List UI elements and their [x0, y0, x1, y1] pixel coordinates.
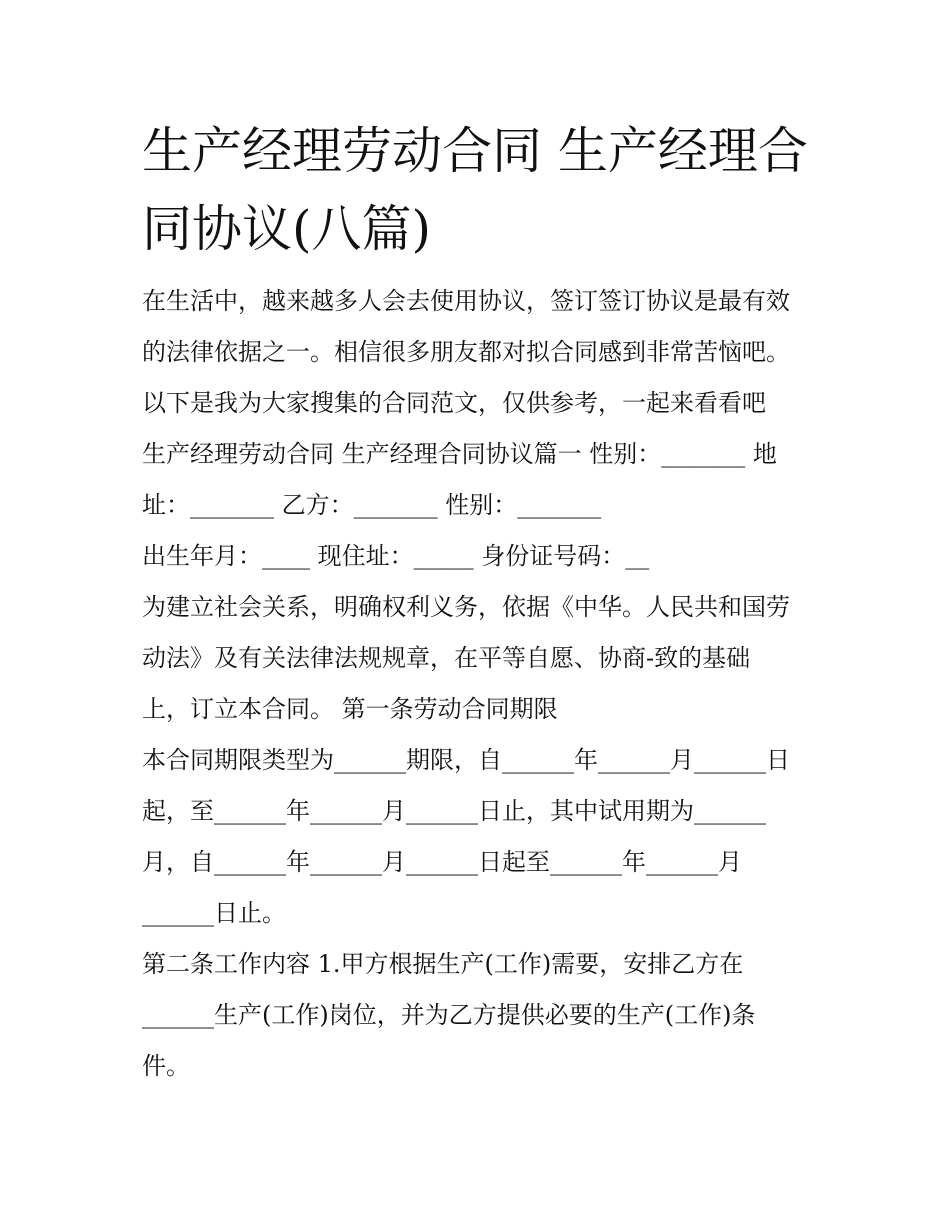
body-line: 以下是我为大家搜集的合同范文，仅供参考，一起来看看吧 — [142, 389, 766, 417]
body-line: 上，订立本合同。 第一条劳动合同期限 — [142, 695, 558, 723]
body-line: 出生年月：____ 现住址：_____ 身份证号码：__ — [142, 542, 650, 570]
body-line: 为建立社会关系，明确权利义务，依据《中华。人民共和国劳 — [142, 593, 790, 621]
body-line: 的法律依据之一。相信很多朋友都对拟合同感到非常苦恼吧。 — [142, 338, 790, 366]
title-line: 生产经理劳动合同 生产经理合 — [142, 122, 808, 180]
body-line: 址：_______ 乙方：_______ 性别：_______ — [142, 491, 602, 519]
document-title — [142, 112, 842, 268]
body-line: 动法》及有关法律法规规章，在平等自愿、协商-致的基础 — [142, 644, 751, 672]
body-line: ______日止。 — [142, 899, 286, 927]
body-line: 在生活中，越来越多人会去使用协议，签订签订协议是最有效 — [142, 287, 790, 315]
body-line: 生产经理劳动合同 生产经理合同协议篇一 性别：_______ 地 — [142, 440, 777, 468]
body-line: 月，自______年______月______日起至______年______月 — [142, 848, 742, 876]
document-body — [142, 276, 842, 1092]
body-line: 起，至______年______月______日止，其中试用期为______ — [142, 797, 766, 825]
title-line: 同协议(八篇) — [142, 200, 432, 258]
body-line: ______生产(工作)岗位，并为乙方提供必要的生产(工作)条 — [142, 1001, 756, 1029]
body-line: 件。 — [142, 1052, 190, 1080]
body-line: 本合同期限类型为______期限，自______年______月______日 — [142, 746, 790, 774]
body-line: 第二条工作内容 1.甲方根据生产(工作)需要，安排乙方在 — [142, 950, 744, 978]
